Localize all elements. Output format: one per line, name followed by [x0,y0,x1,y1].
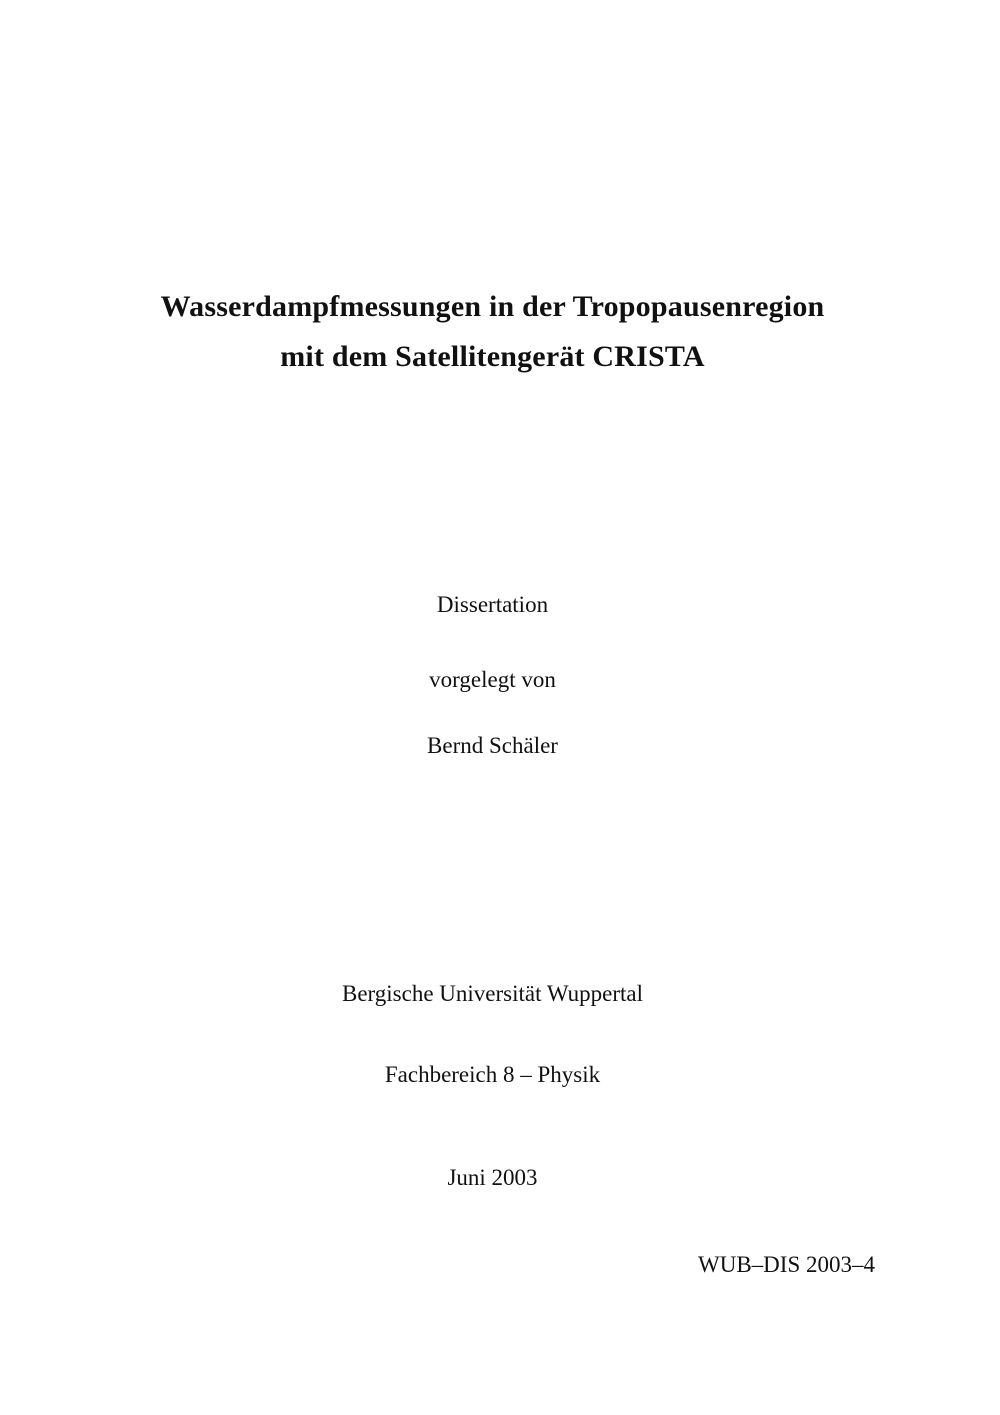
submitted-by-label: vorgelegt von [429,667,556,692]
report-id: WUB–DIS 2003–4 [698,1252,875,1277]
author-name: Bernd Schäler [427,733,558,758]
document-type: Dissertation [436,592,549,617]
submission-date: Juni 2003 [447,1165,538,1190]
university-name: Bergische Universität Wuppertal [342,981,643,1006]
title-line-1: Wasserdampfmessungen in der Tropopausenregion [160,290,825,323]
department-name: Fachbereich 8 – Physik [384,1062,601,1087]
title-line-2: mit dem Satellitengerät CRISTA [280,340,705,373]
